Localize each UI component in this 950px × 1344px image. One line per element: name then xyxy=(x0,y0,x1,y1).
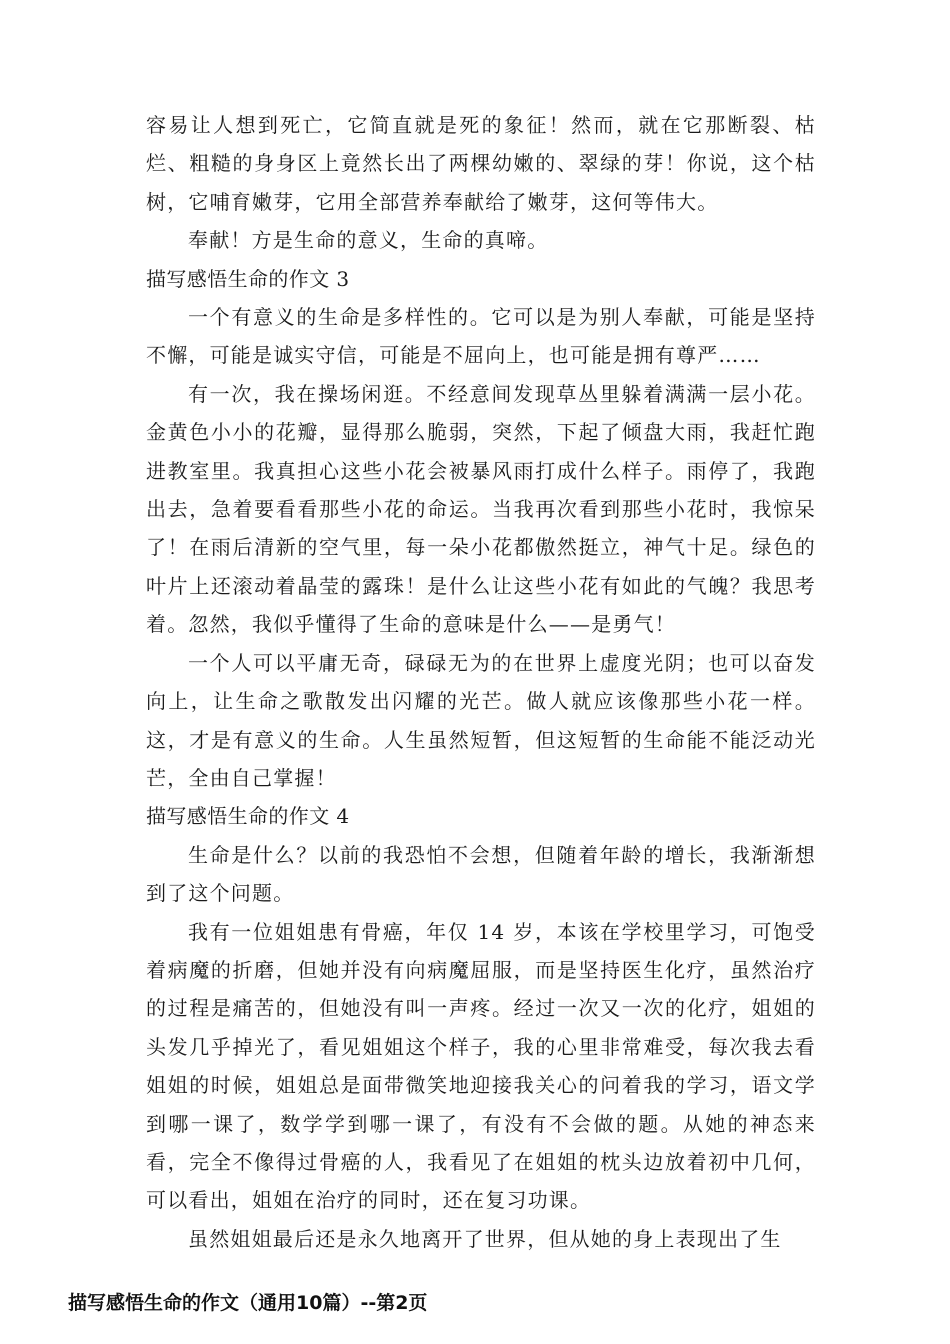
paragraph: 有一次，我在操场闲逛。不经意间发现草丛里躲着满满一层小花。金黄色小小的花瓣，显得那么脆弱，突然，下起了倾盘大雨，我赶忙跑进教室里。我真担心这些小花会被暴风雨打成什么样子。雨停了，我跑出去，急着要看看那些小花的命运。当我再次看到那些小花时，我惊呆了！在雨后清新的空气里，每一朵小花都傲然挺立，神气十足。绿色的叶片上还滚动着晶莹的露珠！是什么让这些小花有如此的气魄？我思考着。忽然，我似乎懂得了生命的意味是什么——是勇气！ xyxy=(146,381,816,637)
paragraph: 一个有意义的生命是多样性的。它可以是为别人奉献，可能是坚持不懈，可能是诚实守信，可能是不屈向上，也可能是拥有尊严…… xyxy=(146,305,816,368)
section-heading: 描写感悟生命的作文 4 xyxy=(146,804,350,829)
document-body xyxy=(146,106,816,1258)
paragraph: 我有一位姐姐患有骨癌，年仅 14 岁，本该在学校里学习，可饱受着病魔的折磨，但她并没有向病魔屈服，而是坚持医生化疗，虽然治疗的过程是痛苦的，但她没有叫一声疼。经过一次又一次的化疗，姐姐的头发几乎掉光了，看见姐姐这个样子，我的心里非常难受，每次我去看姐姐的时候，姐姐总是面带微笑地迎接我关心的问着我的学习，语文学到哪一课了，数学学到哪一课了，有没有不会做的题。从她的神态来看，完全不像得过骨癌的人，我看见了在姐姐的枕头边放着初中几何，可以看出，姐姐在治疗的同时，还在复习功课。 xyxy=(146,919,816,1213)
section-heading: 描写感悟生命的作文 3 xyxy=(146,266,350,291)
paragraph: 一个人可以平庸无奇，碌碌无为的在世界上虚度光阴；也可以奋发向上，让生命之歌散发出闪耀的光芒。做人就应该像那些小花一样。这，才是有意义的生命。人生虽然短暂，但这短暂的生命能不能泛动光芒，全由自己掌握！ xyxy=(146,650,816,790)
paragraph: 奉献！方是生命的意义，生命的真啼。 xyxy=(188,228,549,253)
paragraph: 虽然姐姐最后还是永久地离开了世界，但从她的身上表现出了生 xyxy=(188,1226,782,1251)
paragraph: 生命是什么？以前的我恐怕不会想，但随着年龄的增长，我渐渐想到了这个问题。 xyxy=(146,842,816,906)
page-footer: 描写感悟生命的作文（通用10篇）--第2页 xyxy=(68,1292,428,1314)
paragraph: 容易让人想到死亡，它简直就是死的象征！然而，就在它那断裂、枯烂、粗糙的身身区上竟然长出了两棵幼嫩的、翠绿的芽！你说，这个枯树，它哺育嫩芽，它用全部营养奉献给了嫩芽，这何等伟大。 xyxy=(146,113,816,214)
